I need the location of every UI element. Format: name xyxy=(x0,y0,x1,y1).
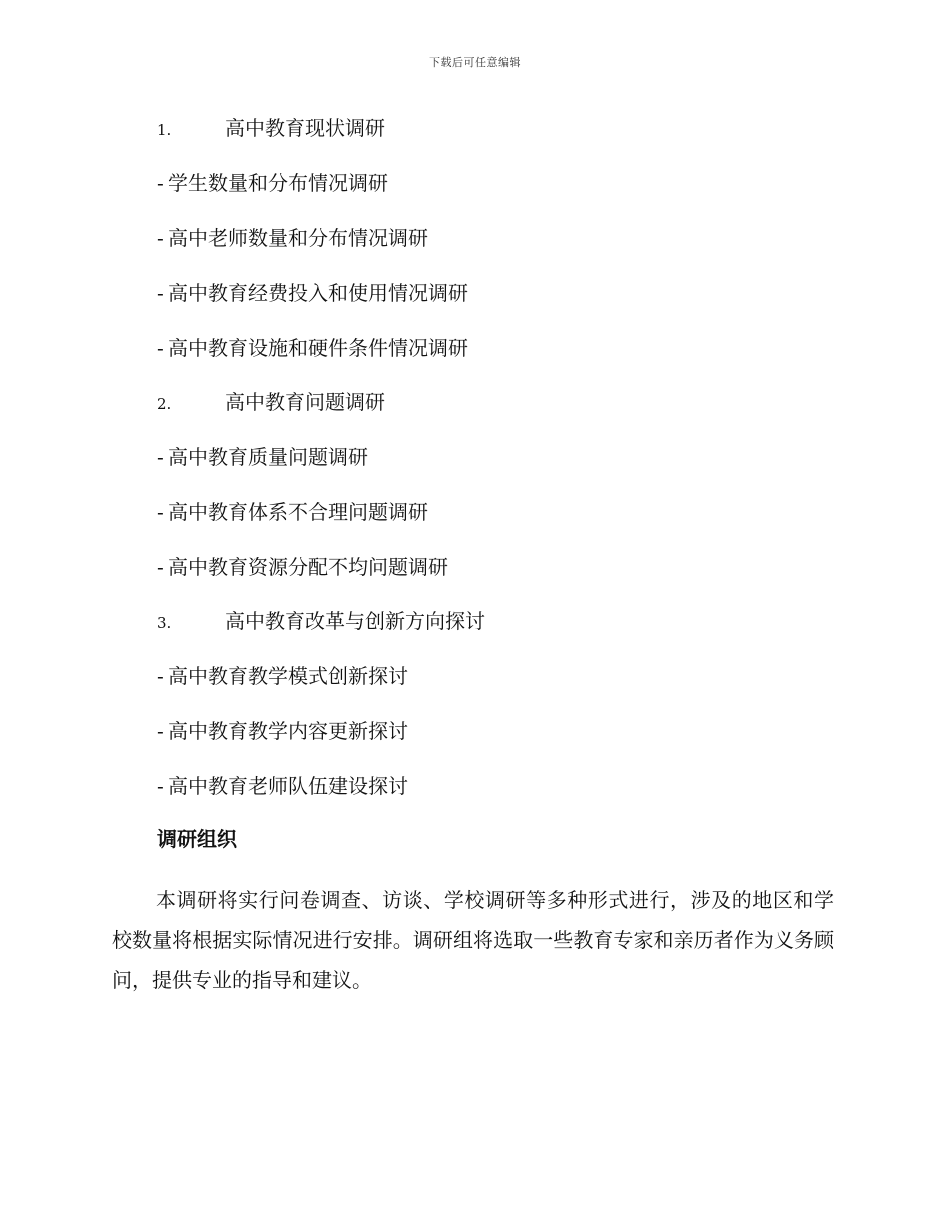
list-item xyxy=(157,224,428,252)
list-item-text: 高中老师数量和分布情况调研 xyxy=(168,226,428,250)
bullet-dash: - xyxy=(157,226,164,250)
list-item xyxy=(157,662,408,690)
list-item xyxy=(157,443,368,471)
list-item-text: 高中教育体系不合理问题调研 xyxy=(168,500,428,524)
bullet-dash: - xyxy=(157,719,164,743)
bullet-dash: - xyxy=(157,500,164,524)
org-paragraph: 本调研将实行问卷调查、访谈、学校调研等多种形式进行，涉及的地区和学校数量将根据实际情况进行安排。调研组将选取一些教育专家和亲历者作为义务顾问，提供专业的指导和建议。 xyxy=(112,888,834,992)
section-1-heading xyxy=(157,114,385,144)
bullet-dash: - xyxy=(157,555,164,579)
section-number: 3. xyxy=(157,614,172,632)
list-item xyxy=(157,498,428,526)
list-item-text: 学生数量和分布情况调研 xyxy=(168,171,388,195)
list-item xyxy=(157,717,408,745)
list-item xyxy=(157,169,388,197)
section-2-heading xyxy=(157,388,385,418)
bullet-dash: - xyxy=(157,281,164,305)
list-item xyxy=(157,772,408,800)
list-item-text: 高中教育经费投入和使用情况调研 xyxy=(168,281,468,305)
section-3-heading xyxy=(157,607,485,637)
section-number: 1. xyxy=(157,121,172,139)
page-header: 下载后可任意编辑 xyxy=(429,56,521,69)
bullet-dash: - xyxy=(157,171,164,195)
bullet-dash: - xyxy=(157,336,164,360)
section-title: 高中教育现状调研 xyxy=(225,116,385,140)
list-item-text: 高中教育质量问题调研 xyxy=(168,445,368,469)
list-item-text: 高中教育老师队伍建设探讨 xyxy=(168,774,408,798)
list-item xyxy=(157,334,468,362)
list-item-text: 高中教育资源分配不均问题调研 xyxy=(168,555,448,579)
bullet-dash: - xyxy=(157,774,164,798)
list-item-text: 高中教育教学内容更新探讨 xyxy=(168,719,408,743)
list-item xyxy=(157,553,448,581)
list-item-text: 高中教育教学模式创新探讨 xyxy=(168,664,408,688)
section-title: 高中教育改革与创新方向探讨 xyxy=(225,609,485,633)
org-heading: 调研组织 xyxy=(157,827,237,851)
list-item-text: 高中教育设施和硬件条件情况调研 xyxy=(168,336,468,360)
bullet-dash: - xyxy=(157,664,164,688)
section-title: 高中教育问题调研 xyxy=(225,390,385,414)
section-number: 2. xyxy=(157,395,172,413)
bullet-dash: - xyxy=(157,445,164,469)
list-item xyxy=(157,279,468,307)
